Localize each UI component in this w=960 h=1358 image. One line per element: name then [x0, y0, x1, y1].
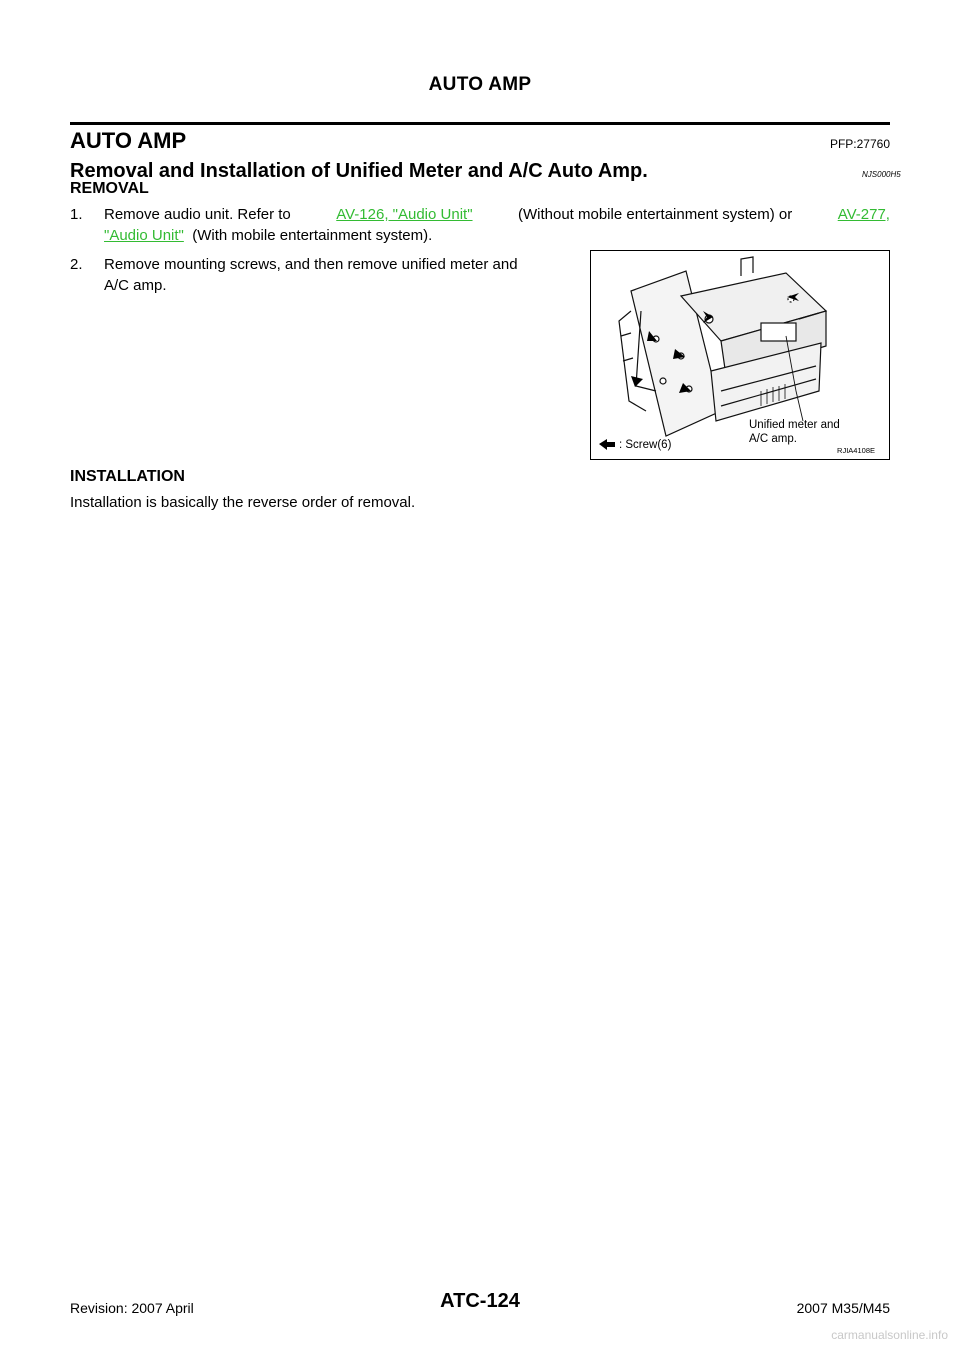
step1-text-a: Remove audio unit. Refer to [104, 206, 291, 223]
section-code: PFP:27760 [829, 137, 890, 151]
figure-callout [749, 418, 840, 446]
running-header: AUTO AMP [428, 74, 532, 95]
figure-code: RJIA4108E [837, 446, 875, 455]
installation-text: Installation is basically the reverse order of removal. [70, 494, 416, 511]
subsection-title: Removal and Installation of Unified Meter and A/C Auto Amp. [70, 160, 648, 182]
link-audio-unit[interactable]: "Audio Unit" [104, 227, 184, 244]
subsection-code: NJS000H5 [862, 170, 901, 179]
footer-page-number: ATC-124 [440, 1290, 520, 1312]
step1-number: 1. [70, 206, 83, 223]
callout-line1: Unified meter and [749, 419, 840, 431]
link-av-126[interactable]: AV-126, "Audio Unit" [336, 206, 473, 223]
callout-line2: A/C amp. [749, 433, 797, 445]
step2-text [104, 254, 584, 296]
figure-unified-meter [590, 250, 890, 460]
header-rule [70, 122, 890, 125]
step2-number: 2. [70, 256, 83, 273]
unified-meter-illustration [591, 251, 889, 459]
link-av-277[interactable]: AV-277, [837, 206, 890, 223]
watermark: carmanualsonline.info [831, 1328, 948, 1342]
section-title: AUTO AMP [70, 128, 187, 153]
figure-legend: : Screw(6) [619, 439, 672, 451]
step2-line1: Remove mounting screws, and then remove unified meter and [104, 256, 518, 273]
step1-text [104, 204, 890, 246]
footer-revision: Revision: 2007 April [70, 1300, 194, 1316]
footer-model: 2007 M35/M45 [796, 1300, 890, 1316]
step2-line2: A/C amp. [104, 277, 167, 294]
step1-text-b: (Without mobile entertainment system) or [517, 206, 793, 223]
step1-text-c: (With mobile entertainment system). [192, 227, 433, 244]
removal-heading: REMOVAL [70, 180, 149, 197]
installation-heading: INSTALLATION [70, 468, 185, 485]
